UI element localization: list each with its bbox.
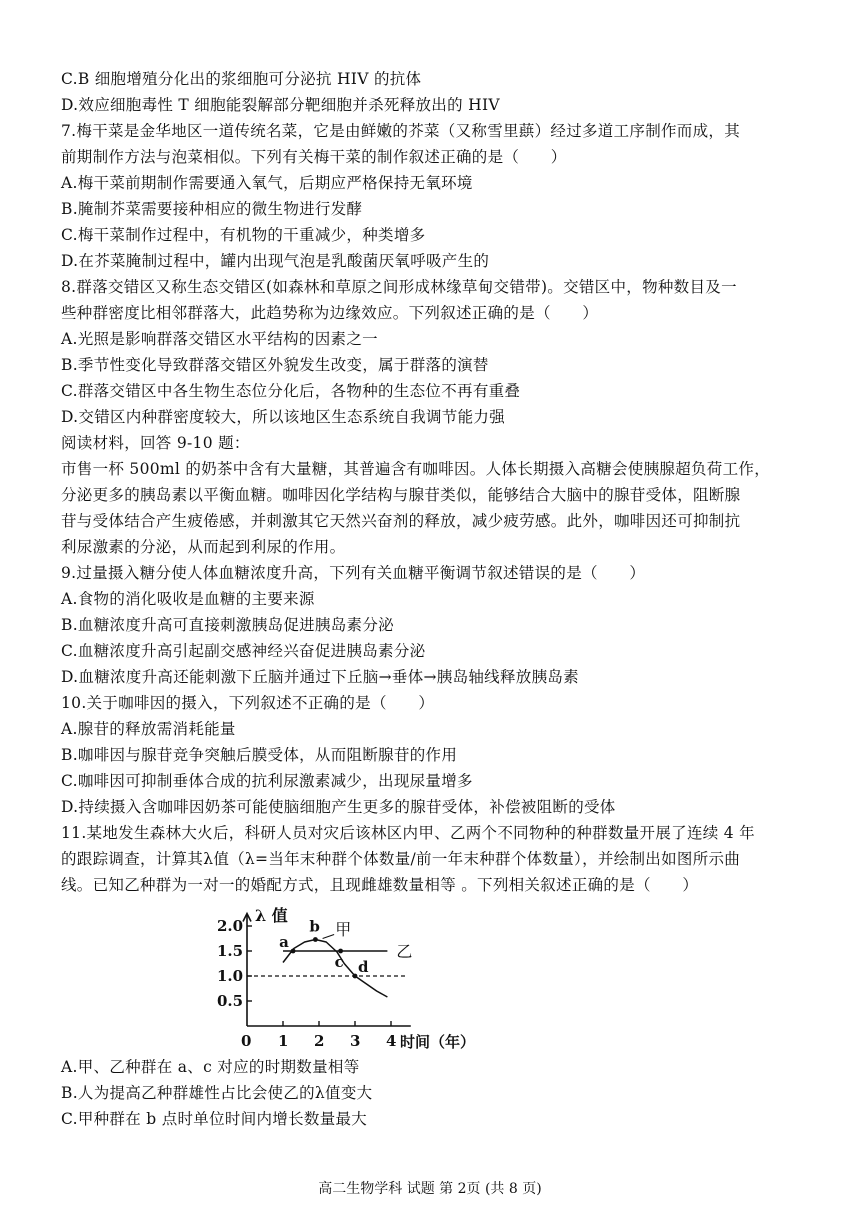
x-tick-label: 0 xyxy=(241,1032,252,1050)
y-axis-label: λ 值 xyxy=(255,906,288,925)
point-label-a: a xyxy=(279,933,289,951)
point-label-d: d xyxy=(358,958,369,976)
page-footer: 高二生物学科 试题 第 2页 (共 8 页) xyxy=(318,1181,542,1197)
lambda-chart xyxy=(205,895,505,1053)
x-tick-label: 3 xyxy=(350,1032,361,1050)
text-line: 前期制作方法与泡菜相似。下列有关梅干菜的制作叙述正确的是（ ） xyxy=(61,148,567,166)
text-line: C.群落交错区中各生物生态位分化后，各物种的生态位不再有重叠 xyxy=(61,382,521,400)
text-line: 阅读材料，回答 9-10 题： xyxy=(61,434,250,452)
x-axis-label: 时间（年） xyxy=(400,1033,476,1051)
text-line: A.食物的消化吸收是血糖的主要来源 xyxy=(61,590,315,608)
text-line: 苷与受体结合产生疲倦感，并刺激其它天然兴奋剂的释放，减少疲劳感。此外，咖啡因还可抑制抗 xyxy=(61,512,741,530)
text-line: D.血糖浓度升高还能刺激下丘脑并通过下丘脑→垂体→胰岛轴线释放胰岛素 xyxy=(61,668,579,686)
point-a xyxy=(291,949,296,954)
text-line: D.在芥菜腌制过程中，罐内出现气泡是乳酸菌厌氧呼吸产生的 xyxy=(61,252,490,270)
text-line: D.交错区内种群密度较大，所以该地区生态系统自我调节能力强 xyxy=(61,408,506,426)
text-line: D.效应细胞毒性 T 细胞能裂解部分靶细胞并杀死释放出的 HIV xyxy=(61,96,500,114)
series-jia-leader xyxy=(323,935,335,939)
text-line: 的跟踪调查，计算其λ值（λ=当年末种群个体数量/前一年末种群个体数量），并绘制出如图所示曲 xyxy=(61,850,741,868)
y-tick-label: 2.0 xyxy=(217,917,244,935)
text-line: C.咖啡因可抑制垂体合成的抗利尿激素减少，出现尿量增多 xyxy=(61,772,473,790)
option-line: A.甲、乙种群在 a、c 对应的时期数量相等 xyxy=(61,1058,360,1076)
text-line: B.腌制芥菜需要接种相应的微生物进行发酵 xyxy=(61,200,363,218)
y-tick-label: 1.5 xyxy=(217,942,244,960)
series-yi-label: 乙 xyxy=(396,942,413,961)
text-line: 分泌更多的胰岛素以平衡血糖。咖啡因化学结构与腺苷类似，能够结合大脑中的腺苷受体，阻断腺 xyxy=(61,486,741,504)
series-jia-label: 甲 xyxy=(335,920,352,939)
text-line: B.血糖浓度升高可直接刺激胰岛促进胰岛素分泌 xyxy=(61,616,394,634)
text-line: 些种群密度比相邻群落大，此趋势称为边缘效应。下列叙述正确的是（ ） xyxy=(61,304,599,322)
text-line: 9.过量摄入糖分使人体血糖浓度升高，下列有关血糖平衡调节叙述错误的是（ ） xyxy=(61,564,646,582)
text-line: 利尿激素的分泌，从而起到利尿的作用。 xyxy=(61,538,346,556)
x-tick-label: 2 xyxy=(314,1032,325,1050)
option-line: C.甲种群在 b 点时单位时间内增长数量最大 xyxy=(61,1110,368,1128)
text-line: 10.关于咖啡因的摄入，下列叙述不正确的是（ ） xyxy=(61,694,435,712)
y-tick-label: 1.0 xyxy=(217,967,244,985)
x-tick-label: 4 xyxy=(386,1032,397,1050)
y-tick-label: 0.5 xyxy=(217,992,244,1010)
text-line: D.持续摄入含咖啡因奶茶可能使脑细胞产生更多的腺苷受体，补偿被阻断的受体 xyxy=(61,798,616,816)
point-label-b: b xyxy=(309,917,320,936)
text-line: B.季节性变化导致群落交错区外貌发生改变，属于群落的演替 xyxy=(61,356,489,374)
text-line: 线。已知乙种群为一对一的婚配方式，且现雌雄数量相等 。下列相关叙述正确的是（ ） xyxy=(61,876,699,894)
text-line: A.梅干菜前期制作需要通入氧气，后期应严格保持无氧环境 xyxy=(61,174,473,192)
text-line: 7.梅干菜是金华地区一道传统名菜，它是由鲜嫩的芥菜（又称雪里蕻）经过多道工序制作而成，其 xyxy=(61,122,740,140)
text-line: A.光照是影响群落交错区水平结构的因素之一 xyxy=(61,330,378,348)
text-line: B.咖啡因与腺苷竞争突触后膜受体，从而阻断腺苷的作用 xyxy=(61,746,458,764)
text-line: 市售一杯 500ml 的奶茶中含有大量糖，其普遍含有咖啡因。人体长期摄入高糖会使胰腺超负荷工作， xyxy=(61,460,770,478)
x-tick-label: 1 xyxy=(278,1032,289,1050)
option-line: B.人为提高乙种群雄性占比会使乙的λ值变大 xyxy=(61,1084,373,1102)
text-line: C.B 细胞增殖分化出的浆细胞可分泌抗 HIV 的抗体 xyxy=(61,70,422,88)
point-b xyxy=(313,937,318,942)
point-d xyxy=(353,974,358,979)
text-line: 8.群落交错区又称生态交错区(如森林和草原之间形成林缘草甸交错带)。交错区中，物种数目及一 xyxy=(61,278,737,296)
text-line: C.血糖浓度升高引起副交感神经兴奋促进胰岛素分泌 xyxy=(61,642,426,660)
text-line: C.梅干菜制作过程中，有机物的干重减少，种类增多 xyxy=(61,226,426,244)
text-line: 11.某地发生森林大火后，科研人员对灾后该林区内甲、乙两个不同物种的种群数量开展了连续 4 年 xyxy=(61,824,755,842)
point-label-c: c xyxy=(334,953,344,971)
text-line: A.腺苷的释放需消耗能量 xyxy=(61,720,236,738)
